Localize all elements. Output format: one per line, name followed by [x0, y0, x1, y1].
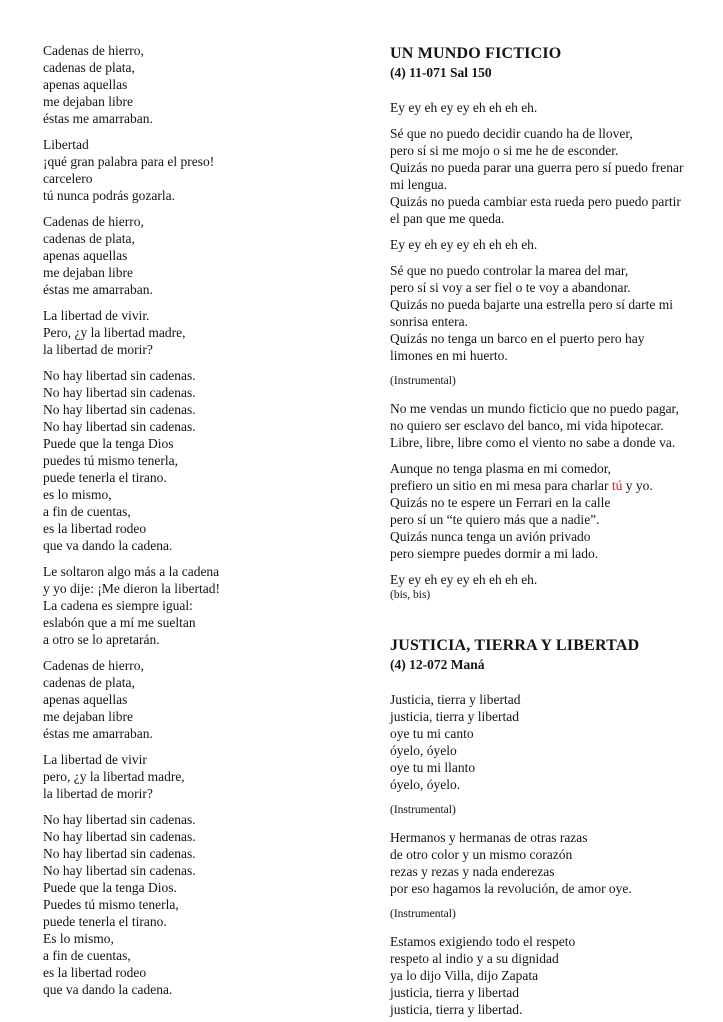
stanza [43, 136, 378, 204]
lyric-line: oye tu mi llanto [390, 760, 476, 775]
lyric-line: Pero, ¿y la libertad madre, [43, 325, 186, 340]
lyric-line: es la libertad rodeo [43, 521, 147, 536]
lyric-line: pero sí un “te quiero más que a nadie”. [390, 512, 600, 527]
lyric-line: No hay libertad sin cadenas. [43, 863, 196, 878]
lyric-line: No hay libertad sin cadenas. [43, 846, 196, 861]
lyric-line: la libertad de morir? [43, 342, 153, 357]
lyric-line: y yo dije: ¡Me dieron la libertad! [43, 581, 220, 596]
instrumental-note: (Instrumental) [390, 804, 456, 816]
lyric-line: Ey ey eh ey ey eh eh eh eh. [390, 237, 538, 252]
lyric-line: oye tu mi canto [390, 726, 474, 741]
lyric-line: No hay libertad sin cadenas. [43, 385, 196, 400]
song-title: UN MUNDO FICTICIO [390, 45, 562, 62]
lyric-line: Es lo mismo, [43, 931, 114, 946]
lyric-line: me dejaban libre [43, 265, 133, 280]
lyric-line: apenas aquellas [43, 692, 128, 707]
lyric-line: No hay libertad sin cadenas. [43, 812, 196, 827]
stanza [390, 99, 720, 116]
lyric-line: No hay libertad sin cadenas. [43, 829, 196, 844]
lyric-line: es la libertad rodeo [43, 965, 147, 980]
song-title: JUSTICIA, TIERRA Y LIBERTAD [390, 637, 640, 654]
lyric-line: No me vendas un mundo ficticio que no puedo pagar, [390, 401, 679, 416]
lyric-line: tú nunca podrás gozarla. [43, 188, 175, 203]
lyric-line: a fin de cuentas, [43, 504, 131, 519]
lyric-line: Ey ey eh ey ey eh eh eh eh. [390, 100, 538, 115]
song-section [390, 44, 720, 603]
lyric-line: Le soltaron algo más a la cadena [43, 564, 220, 579]
lyric-line: Sé que no puedo controlar la marea del mar, [390, 263, 629, 278]
stanza [43, 367, 378, 554]
stanza [390, 571, 720, 603]
lyric-line: Puede que la tenga Dios. [43, 880, 177, 895]
lyric-line: sonrisa entera. [390, 314, 468, 329]
stanza [43, 307, 378, 358]
lyric-line: puede tenerla el tirano. [43, 914, 167, 929]
lyric-line: de otro color y un mismo corazón [390, 847, 573, 862]
lyric-line: respeto al indio y a su dignidad [390, 951, 559, 966]
lyric-line: el pan que me queda. [390, 211, 505, 226]
lyric-line: Cadenas de hierro, [43, 658, 144, 673]
lyric-line: puedes tú mismo tenerla, [43, 453, 178, 468]
stanza [390, 460, 720, 562]
lyric-line: Aunque no tenga plasma en mi comedor, [390, 461, 612, 476]
stanza [390, 262, 720, 364]
lyric-line: éstas me amarraban. [43, 111, 153, 126]
lyric-line: óyelo, óyelo [390, 743, 457, 758]
lyric-line: a otro se lo apretarán. [43, 632, 160, 647]
lyric-line: pero, ¿y la libertad madre, [43, 769, 185, 784]
lyric-line: cadenas de plata, [43, 675, 135, 690]
stanza [43, 563, 378, 648]
lyric-line: que va dando la cadena. [43, 982, 173, 997]
lyric-line: La libertad de vivir. [43, 308, 150, 323]
lyric-line: rezas y rezas y nada enderezas [390, 864, 555, 879]
lyric-line: Quizás nunca tenga un avión privado [390, 529, 591, 544]
song-section [390, 636, 720, 1018]
lyric-line: pero sí si me mojo o si me he de esconder. [390, 143, 619, 158]
lyric-line: limones en mi huerto. [390, 348, 508, 363]
stanza [390, 125, 720, 227]
lyric-line: por eso hagamos la revolución, de amor oye. [390, 881, 632, 896]
right-column [390, 44, 720, 1022]
stanza [43, 811, 378, 998]
stanza [390, 933, 720, 1018]
lyric-line: La libertad de vivir [43, 752, 147, 767]
lyric-line: cadenas de plata, [43, 60, 135, 75]
lyric-line: eslabón que a mí me sueltan [43, 615, 196, 630]
lyric-line: Justicia, tierra y libertad [390, 692, 521, 707]
stanza [390, 236, 720, 253]
highlighted-word: tú [611, 478, 623, 493]
lyric-line: ¡qué gran palabra para el preso! [43, 154, 215, 169]
lyric-line: Libertad [43, 137, 89, 152]
lyric-line: Estamos exigiendo todo el respeto [390, 934, 576, 949]
lyric-line: Quizás no pueda parar una guerra pero sí puedo frenar [390, 160, 684, 175]
lyric-line: No hay libertad sin cadenas. [43, 368, 196, 383]
lyric-line: óyelo, óyelo. [390, 777, 461, 792]
stanza [390, 400, 720, 451]
lyric-line: puede tenerla el tirano. [43, 470, 167, 485]
song-reference: (4) 12-072 Maná [390, 657, 485, 672]
lyric-line: No hay libertad sin cadenas. [43, 419, 196, 434]
lyric-line: La cadena es siempre igual: [43, 598, 193, 613]
lyric-line: No hay libertad sin cadenas. [43, 402, 196, 417]
lyric-line: que va dando la cadena. [43, 538, 173, 553]
left-column [43, 42, 378, 1007]
stanza [43, 657, 378, 742]
lyric-line: a fin de cuentas, [43, 948, 131, 963]
lyric-line: Sé que no puedo decidir cuando ha de llover, [390, 126, 633, 141]
stanza [390, 829, 720, 897]
lyric-line: Puede que la tenga Dios [43, 436, 174, 451]
lyric-line: Libre, libre, libre como el viento no sabe a donde va. [390, 435, 676, 450]
lyric-line: (bis, bis) [390, 589, 431, 601]
lyric-line: éstas me amarraban. [43, 282, 153, 297]
lyric-line: justicia, tierra y libertad. [390, 1002, 523, 1017]
stanza [43, 213, 378, 298]
lyric-line: Ey ey eh ey ey eh eh eh eh. [390, 572, 538, 587]
lyric-line: justicia, tierra y libertad [390, 709, 519, 724]
lyric-line: la libertad de morir? [43, 786, 153, 801]
song-reference: (4) 11-071 Sal 150 [390, 65, 492, 80]
lyric-line: justicia, tierra y libertad [390, 985, 519, 1000]
lyric-line: Quizás no pueda cambiar esta rueda pero puedo partir [390, 194, 681, 209]
lyric-line: pero siempre puedes dormir a mi lado. [390, 546, 599, 561]
stanza [390, 691, 720, 793]
lyric-line: mi lengua. [390, 177, 447, 192]
lyric-line: es lo mismo, [43, 487, 112, 502]
lyric-line: ya lo dijo Villa, dijo Zapata [390, 968, 539, 983]
lyric-line: prefiero un sitio en mi mesa para charlar tú y yo. [390, 478, 653, 493]
stanza [43, 42, 378, 127]
lyric-line: no quiero ser esclavo del banco, mi vida hipotecar. [390, 418, 664, 433]
lyric-line: apenas aquellas [43, 248, 128, 263]
stanza [43, 751, 378, 802]
lyric-line: Quizás no te espere un Ferrari en la calle [390, 495, 611, 510]
lyric-line: me dejaban libre [43, 709, 133, 724]
lyric-line: Cadenas de hierro, [43, 43, 144, 58]
lyric-line: me dejaban libre [43, 94, 133, 109]
instrumental-note: (Instrumental) [390, 908, 456, 920]
lyric-line: Puedes tú mismo tenerla, [43, 897, 179, 912]
lyric-line: apenas aquellas [43, 77, 128, 92]
lyric-line: Quizás no pueda bajarte una estrella pero sí darte mi [390, 297, 674, 312]
lyric-line: Cadenas de hierro, [43, 214, 144, 229]
lyric-line: éstas me amarraban. [43, 726, 153, 741]
instrumental-note: (Instrumental) [390, 375, 456, 387]
lyric-line: carcelero [43, 171, 93, 186]
lyric-line: pero sí si voy a ser fiel o te voy a abandonar. [390, 280, 631, 295]
lyric-line: Quizás no tenga un barco en el puerto pero hay [390, 331, 645, 346]
lyric-line: cadenas de plata, [43, 231, 135, 246]
lyric-line: Hermanos y hermanas de otras razas [390, 830, 588, 845]
